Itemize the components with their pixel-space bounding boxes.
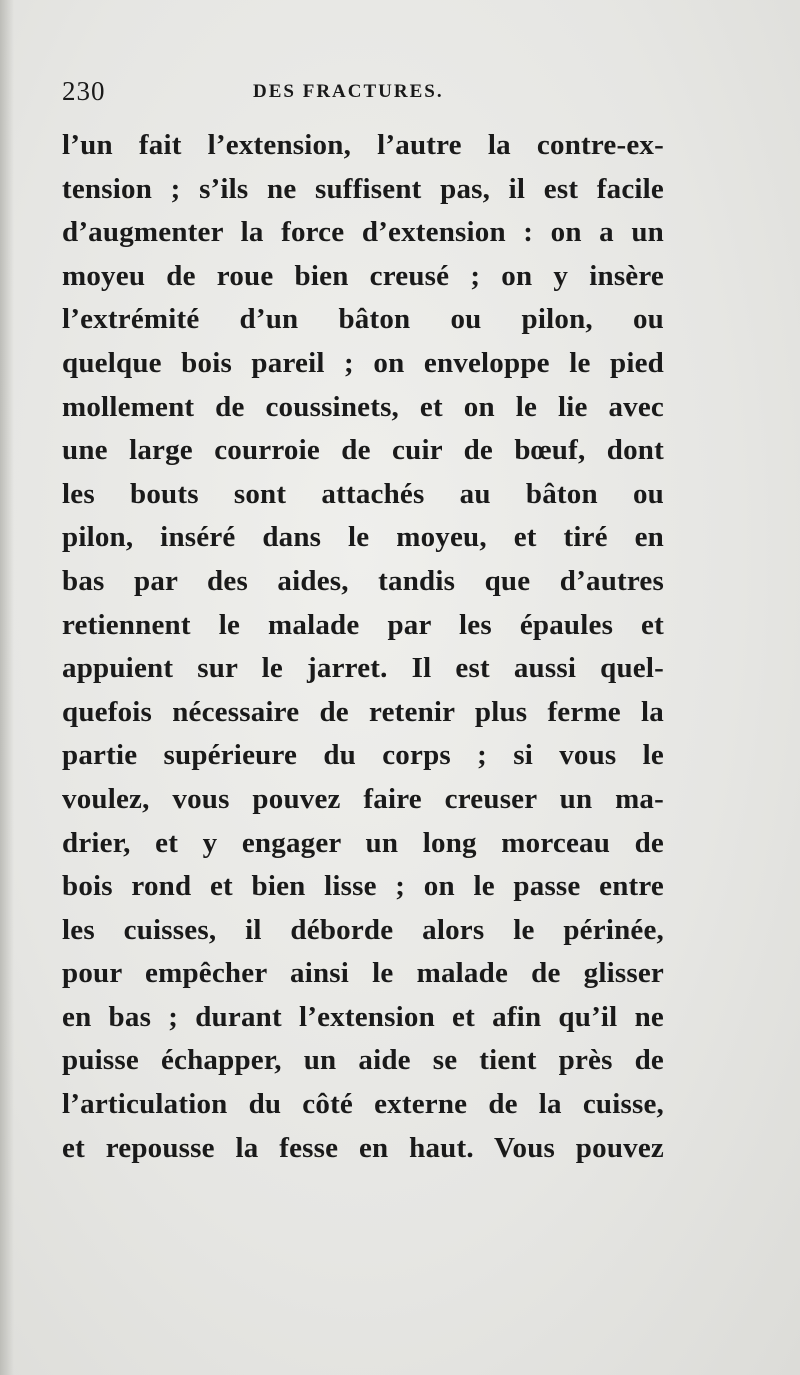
text-line: pilon, inséré dans le moyeu, et tiré en [62,521,664,554]
text-line: d’augmenter la force d’extension : on a un [62,216,664,249]
text-line: retiennent le malade par les épaules et [62,608,664,641]
text-line: quelque bois pareil ; on enveloppe le pied [62,346,664,379]
text-line: les bouts sont attachés au bâton ou [62,477,664,510]
text-line: quefois nécessaire de retenir plus ferme la [62,695,664,728]
text-line: voulez, vous pouvez faire creuser un ma- [62,782,664,815]
running-head: DES FRACTURES. [253,81,444,102]
text-line: une large courroie de cuir de bœuf, dont [62,434,664,467]
text-line: l’articulation du côté externe de la cuisse, [62,1088,664,1121]
page-header [62,76,672,116]
text-line: bois rond et bien lisse ; on le passe entre [62,870,664,903]
text-line: tension ; s’ils ne suffisent pas, il est facile [62,172,664,205]
text-line: l’extrémité d’un bâton ou pilon, ou [62,303,664,336]
text-line: l’un fait l’extension, l’autre la contre-ex- [62,129,664,161]
page-gutter-shadow [0,0,14,1375]
text-line: mollement de coussinets, et on le lie avec [62,390,664,423]
text-line: bas par des aides, tandis que d’autres [62,564,664,597]
text-line: partie supérieure du corps ; si vous le [62,739,664,772]
body-text [62,124,664,1170]
page-number: 230 [62,76,106,106]
text-line: les cuisses, il déborde alors le périnée, [62,913,664,946]
text-line: appuient sur le jarret. Il est aussi quel- [62,652,664,685]
text-line: puisse échapper, un aide se tient près de [62,1044,664,1077]
text-line: en bas ; durant l’extension et afin qu’il ne [62,1000,664,1033]
text-line: drier, et y engager un long morceau de [62,826,664,859]
text-line: pour empêcher ainsi le malade de glisser [62,957,664,990]
text-line: moyeu de roue bien creusé ; on y insère [62,259,664,292]
text-line: et repousse la fesse en haut. Vous pouvez [62,1131,664,1164]
